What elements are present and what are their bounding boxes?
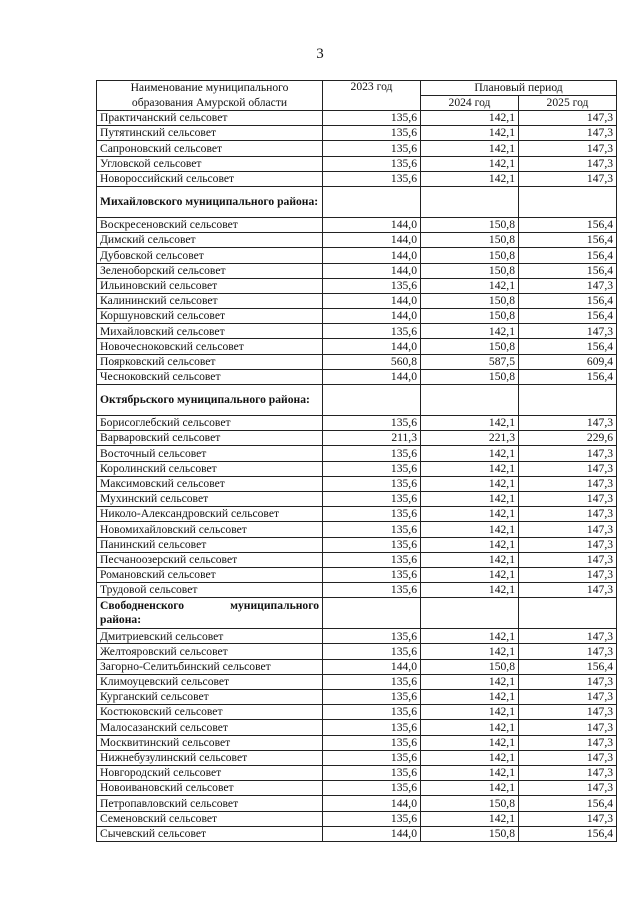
table-row bbox=[97, 431, 617, 446]
value-2025: 156,4 bbox=[519, 309, 617, 324]
table-row bbox=[97, 629, 617, 644]
value-2023: 135,6 bbox=[323, 141, 421, 156]
value-2024: 142,1 bbox=[421, 629, 519, 644]
value-2025: 147,3 bbox=[519, 416, 617, 431]
value-2023: 135,6 bbox=[323, 644, 421, 659]
value-2024: 142,1 bbox=[421, 674, 519, 689]
table-row bbox=[97, 354, 617, 369]
value-2025: 147,3 bbox=[519, 674, 617, 689]
value-2024: 142,1 bbox=[421, 446, 519, 461]
header-2025: 2025 год bbox=[519, 96, 617, 111]
value-2024: 150,8 bbox=[421, 369, 519, 384]
value-2023: 135,6 bbox=[323, 690, 421, 705]
value-2025: 147,3 bbox=[519, 720, 617, 735]
settlement-name: Новоивановский сельсовет bbox=[97, 781, 323, 796]
empty-cell bbox=[421, 186, 519, 217]
value-2024: 142,1 bbox=[421, 537, 519, 552]
value-2025: 147,3 bbox=[519, 278, 617, 293]
value-2025: 147,3 bbox=[519, 750, 617, 765]
value-2025: 147,3 bbox=[519, 765, 617, 780]
table-row bbox=[97, 567, 617, 582]
table-row bbox=[97, 491, 617, 506]
value-2023: 144,0 bbox=[323, 796, 421, 811]
empty-cell bbox=[519, 186, 617, 217]
value-2025: 147,3 bbox=[519, 705, 617, 720]
value-2024: 142,1 bbox=[421, 583, 519, 598]
value-2023: 135,6 bbox=[323, 507, 421, 522]
value-2024: 142,1 bbox=[421, 705, 519, 720]
value-2024: 150,8 bbox=[421, 217, 519, 232]
value-2023: 135,6 bbox=[323, 583, 421, 598]
value-2024: 142,1 bbox=[421, 491, 519, 506]
table-row bbox=[97, 217, 617, 232]
district-header-row bbox=[97, 598, 617, 629]
table-row bbox=[97, 278, 617, 293]
value-2024: 150,8 bbox=[421, 309, 519, 324]
settlement-name: Чесноковский сельсовет bbox=[97, 369, 323, 384]
value-2024: 587,5 bbox=[421, 354, 519, 369]
value-2024: 150,8 bbox=[421, 339, 519, 354]
value-2025: 147,3 bbox=[519, 537, 617, 552]
value-2023: 135,6 bbox=[323, 491, 421, 506]
district-name: Михайловского муниципального района: bbox=[97, 186, 323, 217]
value-2024: 142,1 bbox=[421, 750, 519, 765]
value-2025: 147,3 bbox=[519, 690, 617, 705]
header-2024: 2024 год bbox=[421, 96, 519, 111]
value-2025: 147,3 bbox=[519, 507, 617, 522]
settlement-name: Семеновский сельсовет bbox=[97, 811, 323, 826]
value-2023: 144,0 bbox=[323, 217, 421, 232]
value-2023: 135,6 bbox=[323, 765, 421, 780]
settlement-name: Курганский сельсовет bbox=[97, 690, 323, 705]
settlement-name: Сапроновский сельсовет bbox=[97, 141, 323, 156]
settlement-name: Практичанский сельсовет bbox=[97, 111, 323, 126]
value-2025: 156,4 bbox=[519, 293, 617, 308]
value-2025: 147,3 bbox=[519, 324, 617, 339]
value-2025: 147,3 bbox=[519, 567, 617, 582]
value-2023: 135,6 bbox=[323, 705, 421, 720]
value-2024: 142,1 bbox=[421, 461, 519, 476]
table-row bbox=[97, 735, 617, 750]
value-2025: 147,3 bbox=[519, 476, 617, 491]
table-row bbox=[97, 781, 617, 796]
settlement-name: Воскресеновский сельсовет bbox=[97, 217, 323, 232]
value-2023: 135,6 bbox=[323, 522, 421, 537]
table-row bbox=[97, 507, 617, 522]
table-row bbox=[97, 644, 617, 659]
value-2025: 147,3 bbox=[519, 446, 617, 461]
page-number: 3 bbox=[316, 46, 324, 62]
value-2023: 144,0 bbox=[323, 293, 421, 308]
settlement-name: Петропавловский сельсовет bbox=[97, 796, 323, 811]
settlement-name: Угловской сельсовет bbox=[97, 156, 323, 171]
value-2025: 147,3 bbox=[519, 629, 617, 644]
empty-cell bbox=[421, 385, 519, 416]
settlement-name: Малосазанский сельсовет bbox=[97, 720, 323, 735]
value-2024: 142,1 bbox=[421, 507, 519, 522]
value-2023: 135,6 bbox=[323, 781, 421, 796]
value-2023: 135,6 bbox=[323, 735, 421, 750]
value-2025: 147,3 bbox=[519, 552, 617, 567]
value-2023: 135,6 bbox=[323, 750, 421, 765]
value-2023: 135,6 bbox=[323, 674, 421, 689]
value-2023: 135,6 bbox=[323, 461, 421, 476]
value-2024: 142,1 bbox=[421, 781, 519, 796]
value-2024: 142,1 bbox=[421, 278, 519, 293]
table-row bbox=[97, 141, 617, 156]
settlement-name: Новомихайловский сельсовет bbox=[97, 522, 323, 537]
district-name: Свободненского муниципального района: bbox=[97, 598, 323, 629]
table-row bbox=[97, 324, 617, 339]
value-2025: 147,3 bbox=[519, 735, 617, 750]
value-2023: 135,6 bbox=[323, 811, 421, 826]
table-row bbox=[97, 750, 617, 765]
settlement-name: Нижнебузулинский сельсовет bbox=[97, 750, 323, 765]
value-2023: 211,3 bbox=[323, 431, 421, 446]
value-2025: 147,3 bbox=[519, 141, 617, 156]
table-row bbox=[97, 522, 617, 537]
value-2024: 142,1 bbox=[421, 735, 519, 750]
table-row bbox=[97, 416, 617, 431]
value-2024: 150,8 bbox=[421, 826, 519, 841]
table-row bbox=[97, 690, 617, 705]
value-2023: 144,0 bbox=[323, 263, 421, 278]
value-2024: 142,1 bbox=[421, 416, 519, 431]
value-2024: 150,8 bbox=[421, 263, 519, 278]
settlement-name: Загорно-Селитьбинский сельсовет bbox=[97, 659, 323, 674]
settlement-name: Максимовский сельсовет bbox=[97, 476, 323, 491]
table-row bbox=[97, 369, 617, 384]
settlement-name: Трудовой сельсовет bbox=[97, 583, 323, 598]
settlement-name: Калининский сельсовет bbox=[97, 293, 323, 308]
value-2025: 229,6 bbox=[519, 431, 617, 446]
value-2024: 142,1 bbox=[421, 476, 519, 491]
table-row bbox=[97, 476, 617, 491]
value-2023: 135,6 bbox=[323, 156, 421, 171]
value-2025: 147,3 bbox=[519, 156, 617, 171]
value-2025: 156,4 bbox=[519, 796, 617, 811]
value-2024: 142,1 bbox=[421, 567, 519, 582]
table-row bbox=[97, 552, 617, 567]
value-2024: 150,8 bbox=[421, 659, 519, 674]
district-name: Октябрьского муниципального района: bbox=[97, 385, 323, 416]
table-body bbox=[97, 111, 617, 842]
value-2025: 156,4 bbox=[519, 217, 617, 232]
settlement-name: Михайловский сельсовет bbox=[97, 324, 323, 339]
value-2023: 135,6 bbox=[323, 111, 421, 126]
district-header-row bbox=[97, 385, 617, 416]
table-row bbox=[97, 811, 617, 826]
value-2024: 142,1 bbox=[421, 690, 519, 705]
table-row bbox=[97, 583, 617, 598]
value-2025: 147,3 bbox=[519, 644, 617, 659]
value-2024: 142,1 bbox=[421, 156, 519, 171]
value-2023: 144,0 bbox=[323, 369, 421, 384]
header-2023: 2023 год bbox=[323, 81, 421, 111]
value-2024: 142,1 bbox=[421, 171, 519, 186]
empty-cell bbox=[519, 598, 617, 629]
table-row bbox=[97, 339, 617, 354]
value-2025: 156,4 bbox=[519, 659, 617, 674]
table-row bbox=[97, 156, 617, 171]
value-2024: 142,1 bbox=[421, 324, 519, 339]
table-row bbox=[97, 659, 617, 674]
settlement-name: Поярковский сельсовет bbox=[97, 354, 323, 369]
value-2023: 144,0 bbox=[323, 309, 421, 324]
value-2023: 144,0 bbox=[323, 248, 421, 263]
value-2025: 147,3 bbox=[519, 583, 617, 598]
settlement-name: Зеленоборский сельсовет bbox=[97, 263, 323, 278]
table-row bbox=[97, 293, 617, 308]
empty-cell bbox=[323, 186, 421, 217]
value-2025: 147,3 bbox=[519, 171, 617, 186]
settlement-name: Коршуновский сельсовет bbox=[97, 309, 323, 324]
value-2023: 135,6 bbox=[323, 720, 421, 735]
value-2025: 147,3 bbox=[519, 522, 617, 537]
value-2024: 221,3 bbox=[421, 431, 519, 446]
table-row bbox=[97, 263, 617, 278]
value-2024: 142,1 bbox=[421, 552, 519, 567]
settlement-name: Костюковский сельсовет bbox=[97, 705, 323, 720]
value-2024: 150,8 bbox=[421, 248, 519, 263]
settlement-name: Сычевский сельсовет bbox=[97, 826, 323, 841]
empty-cell bbox=[519, 385, 617, 416]
value-2025: 147,3 bbox=[519, 461, 617, 476]
value-2025: 156,4 bbox=[519, 826, 617, 841]
settlement-name: Москвитинский сельсовет bbox=[97, 735, 323, 750]
table-row bbox=[97, 126, 617, 141]
value-2023: 135,6 bbox=[323, 324, 421, 339]
settlement-name: Дмитриевский сельсовет bbox=[97, 629, 323, 644]
value-2023: 144,0 bbox=[323, 826, 421, 841]
settlement-name: Романовский сельсовет bbox=[97, 567, 323, 582]
settlement-name: Восточный сельсовет bbox=[97, 446, 323, 461]
settlement-name: Дубовской сельсовет bbox=[97, 248, 323, 263]
value-2024: 142,1 bbox=[421, 644, 519, 659]
settlement-name: Борисоглебский сельсовет bbox=[97, 416, 323, 431]
value-2023: 135,6 bbox=[323, 537, 421, 552]
value-2024: 142,1 bbox=[421, 720, 519, 735]
table-row bbox=[97, 720, 617, 735]
settlement-name: Мухинский сельсовет bbox=[97, 491, 323, 506]
value-2023: 135,6 bbox=[323, 446, 421, 461]
settlement-name: Новочесноковский сельсовет bbox=[97, 339, 323, 354]
table-row bbox=[97, 248, 617, 263]
value-2023: 135,6 bbox=[323, 171, 421, 186]
table-row bbox=[97, 537, 617, 552]
district-header-row bbox=[97, 186, 617, 217]
table-row bbox=[97, 233, 617, 248]
table-header bbox=[97, 81, 617, 111]
table-row bbox=[97, 171, 617, 186]
value-2023: 135,6 bbox=[323, 476, 421, 491]
table-row bbox=[97, 674, 617, 689]
value-2023: 135,6 bbox=[323, 278, 421, 293]
header-plan-period: Плановый период bbox=[421, 81, 617, 96]
value-2024: 142,1 bbox=[421, 126, 519, 141]
value-2024: 142,1 bbox=[421, 765, 519, 780]
value-2025: 147,3 bbox=[519, 781, 617, 796]
table-row bbox=[97, 705, 617, 720]
table-row bbox=[97, 309, 617, 324]
value-2023: 135,6 bbox=[323, 552, 421, 567]
value-2025: 156,4 bbox=[519, 369, 617, 384]
value-2024: 150,8 bbox=[421, 796, 519, 811]
value-2024: 150,8 bbox=[421, 293, 519, 308]
empty-cell bbox=[323, 385, 421, 416]
value-2025: 156,4 bbox=[519, 263, 617, 278]
value-2025: 156,4 bbox=[519, 233, 617, 248]
value-2023: 135,6 bbox=[323, 126, 421, 141]
settlement-name: Климоуцевский сельсовет bbox=[97, 674, 323, 689]
table-row bbox=[97, 796, 617, 811]
table-row bbox=[97, 765, 617, 780]
value-2025: 147,3 bbox=[519, 126, 617, 141]
settlement-name: Желтояровский сельсовет bbox=[97, 644, 323, 659]
value-2024: 142,1 bbox=[421, 111, 519, 126]
value-2025: 156,4 bbox=[519, 248, 617, 263]
value-2023: 144,0 bbox=[323, 659, 421, 674]
table-row bbox=[97, 111, 617, 126]
value-2024: 142,1 bbox=[421, 141, 519, 156]
value-2023: 560,8 bbox=[323, 354, 421, 369]
subsidy-table bbox=[96, 80, 617, 842]
settlement-name: Новороссийский сельсовет bbox=[97, 171, 323, 186]
value-2023: 135,6 bbox=[323, 416, 421, 431]
settlement-name: Песчаноозерский сельсовет bbox=[97, 552, 323, 567]
empty-cell bbox=[323, 598, 421, 629]
value-2024: 142,1 bbox=[421, 522, 519, 537]
value-2023: 144,0 bbox=[323, 339, 421, 354]
table-row bbox=[97, 826, 617, 841]
settlement-name: Варваровский сельсовет bbox=[97, 431, 323, 446]
value-2024: 142,1 bbox=[421, 811, 519, 826]
settlement-name: Новгородский сельсовет bbox=[97, 765, 323, 780]
value-2024: 150,8 bbox=[421, 233, 519, 248]
value-2023: 135,6 bbox=[323, 567, 421, 582]
value-2023: 135,6 bbox=[323, 629, 421, 644]
value-2025: 147,3 bbox=[519, 811, 617, 826]
settlement-name: Николо-Александровский сельсовет bbox=[97, 507, 323, 522]
settlement-name: Ильиновский сельсовет bbox=[97, 278, 323, 293]
empty-cell bbox=[421, 598, 519, 629]
value-2025: 147,3 bbox=[519, 111, 617, 126]
table-row bbox=[97, 461, 617, 476]
value-2025: 147,3 bbox=[519, 491, 617, 506]
table-row bbox=[97, 446, 617, 461]
settlement-name: Димский сельсовет bbox=[97, 233, 323, 248]
value-2025: 609,4 bbox=[519, 354, 617, 369]
header-name-column: Наименование муниципального образования Амурской области bbox=[97, 81, 323, 111]
value-2023: 144,0 bbox=[323, 233, 421, 248]
settlement-name: Королинский сельсовет bbox=[97, 461, 323, 476]
value-2025: 156,4 bbox=[519, 339, 617, 354]
settlement-name: Панинский сельсовет bbox=[97, 537, 323, 552]
settlement-name: Путятинский сельсовет bbox=[97, 126, 323, 141]
